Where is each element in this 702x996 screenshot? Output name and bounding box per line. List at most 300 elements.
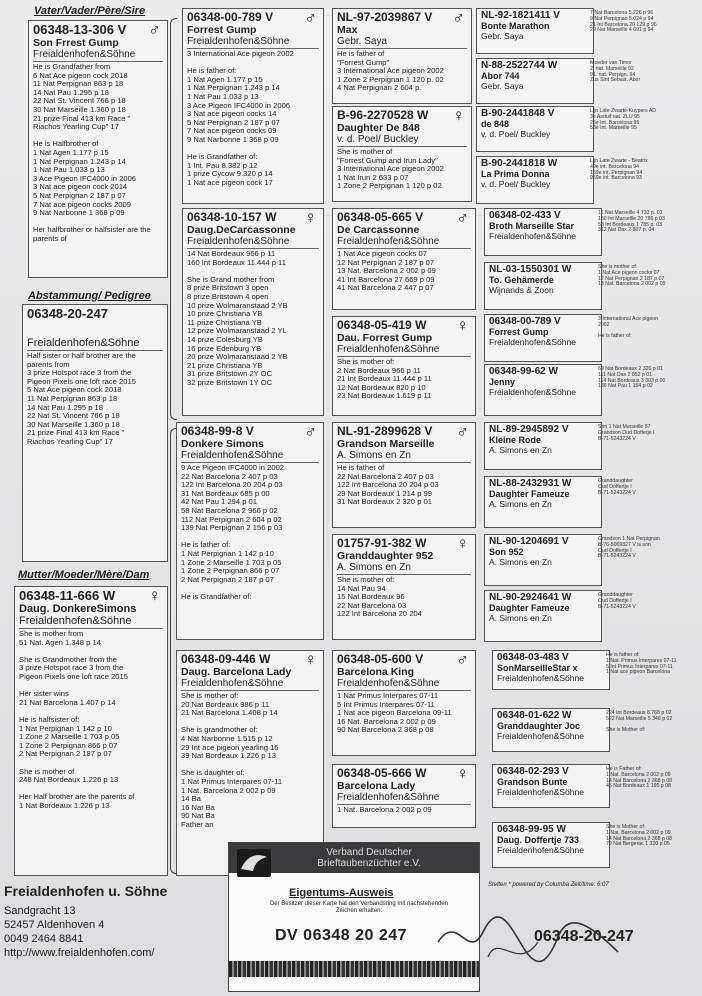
ancestor-box <box>176 422 324 640</box>
owner-name: Freialdenhofen&Söhne <box>497 845 584 855</box>
text-line: parents of <box>33 234 67 243</box>
spacer <box>27 321 163 337</box>
box-head <box>333 9 471 49</box>
text-line: 139 Nat Perpignan 2 156 p 03 <box>181 524 283 533</box>
signature-image <box>428 902 628 982</box>
text-line: He is halfsister of: <box>19 715 80 724</box>
male-icon: ♂ <box>452 8 465 27</box>
text-line: 16 Nat Ba <box>181 803 215 812</box>
text-line: 122 Int Barcelona 20 204 p 03 <box>337 481 439 490</box>
owner-name: Freialdenhofen&Söhne <box>27 337 163 351</box>
box-head <box>333 765 475 805</box>
ring-number: 06348-99-62 W <box>489 366 558 377</box>
text-line: 12 Nat Perpignan 2 187 p 07 <box>337 258 435 267</box>
text-line: She is mother of: <box>598 264 638 270</box>
performance-lines <box>333 49 471 94</box>
text-line: 112 Nat Perpignan 2 604 p 02 <box>181 515 282 524</box>
text-line: 122 Int Barcelona 20 204 <box>337 610 422 619</box>
text-line: 11 Nat Perpignan 863 p 18 <box>33 80 124 89</box>
ancestor-box <box>484 590 602 642</box>
ancestor-box <box>492 650 610 690</box>
male-icon: ♂ <box>456 422 469 441</box>
text-line <box>19 759 163 768</box>
text-line: She is mother of: <box>181 692 239 700</box>
side-notes <box>590 159 648 182</box>
text-line: 2 Nat Bordeaux 966 p 11 <box>337 366 421 375</box>
text-line: 5 Int Primus Interpares 07-11 <box>337 700 435 709</box>
text-line: 21 prize Final 413 km Race " <box>33 114 131 123</box>
performance-lines <box>333 463 475 508</box>
text-line: Grandson 1 Nat Perpignan <box>598 536 660 542</box>
text-line: 1 Nat Primus Interpares 07-11 <box>181 777 283 786</box>
text-line: 5 Nat Perpignan 2 187 p 07 <box>187 118 280 127</box>
pigeon-name: de 848 <box>481 119 510 129</box>
breeder-website[interactable]: http://www.freialdenhofen.com/ <box>4 947 155 959</box>
owner-name: Gebr. Saya <box>481 81 524 91</box>
text-line: Moeder van Timor <box>590 60 632 66</box>
text-line <box>19 647 163 656</box>
male-icon: ♂ <box>456 650 469 669</box>
pigeon-name: Barcelona King <box>337 666 415 678</box>
text-line: 150 Int Marseille 20 786 p 03 <box>598 215 665 222</box>
pigeon-name: Forrest Gump <box>187 24 257 36</box>
ancestor-box <box>332 650 476 756</box>
card-ring-number: DV 06348 20 247 <box>275 927 408 944</box>
performance-lines <box>333 805 475 816</box>
box-head <box>333 535 475 575</box>
sire-box <box>28 20 168 278</box>
text-line: Lijn Late Zwarte - Beatrix <box>590 158 648 164</box>
text-line: 114 Nat Bordeaux 3 303 p 00 <box>598 377 666 384</box>
box-head <box>477 59 593 92</box>
text-line: 11 Nat Marseille 4 733 p. 03 <box>598 210 663 216</box>
owner-name: Freialdenhofen&Söhne <box>337 678 471 691</box>
text-line: 3 Ace Pigeon IFC4000 in 2006 <box>187 101 291 110</box>
ancestor-box <box>492 708 610 752</box>
owner-name: Wijnands & Zoon <box>489 285 554 295</box>
pigeon-name: De Carcassonne <box>337 224 420 236</box>
owner-name: Freialdenhofen&Söhne <box>181 678 319 691</box>
text-line: 1 Nat ace pigeon cock 17 <box>187 178 273 187</box>
ancestor-box <box>476 106 594 152</box>
text-line: Granddaughter <box>598 478 633 484</box>
female-icon: ♀ <box>456 764 469 783</box>
text-line: "Forrest Gump" <box>337 58 390 67</box>
text-line: 22 Nat St. Vincent 766 p 18 <box>27 412 120 421</box>
text-line: 10 prize Christiana YB <box>187 310 263 319</box>
box-head <box>333 107 471 147</box>
text-line: 8 prize Britstown 4 open <box>187 292 269 301</box>
text-line <box>19 785 163 794</box>
text-line: 9 Ace Pigeon IFC4000 in 2002 <box>181 464 285 472</box>
side-notes <box>598 211 665 234</box>
text-line: 40e int. Barcelona 94 <box>590 163 640 170</box>
text-line: He is father of <box>337 50 385 58</box>
text-line: 2 Nat Perpignan 2 187 p 07 <box>19 750 112 759</box>
ancestor-box <box>492 764 610 808</box>
text-line: 1 Nat Ace pigeon cocks 07 <box>337 250 427 258</box>
female-icon: ♀ <box>148 586 161 605</box>
ancestor-box <box>484 534 602 586</box>
box-head <box>177 423 323 463</box>
ring-number: NL-97-2039867 V <box>337 10 433 24</box>
text-line: 31 prize Britstown 2Y OC <box>187 370 273 379</box>
sire-title <box>34 5 145 17</box>
text-line: 12 prize Wolmaranstaad 2 YL <box>187 327 287 336</box>
ancestor-box <box>182 208 324 416</box>
box-head <box>183 209 323 249</box>
owner-name: Freialdenhofen&Söhne <box>187 236 319 249</box>
ancestor-box <box>484 262 602 310</box>
text-line: 3 International Ace pigeon 2002 <box>337 165 444 174</box>
pigeon-logo-icon <box>237 849 271 877</box>
box-head <box>493 765 609 798</box>
pigeon-name: Son 952 <box>489 547 524 557</box>
ring-number: 06348-09-446 W <box>181 652 271 666</box>
ring-number: B-90-2441818 W <box>481 158 558 169</box>
sire-title-text: Vater/Vader/Père/Sire <box>34 5 146 17</box>
text-line: 1 Nat. Primus Interpares 07-11 <box>606 657 677 664</box>
text-line: She is mother of <box>19 767 75 776</box>
text-line: Pigeon Pixels one loft race 2015 <box>27 377 136 386</box>
side-notes <box>606 711 672 734</box>
pigeon-name: Donkere Simons <box>181 438 264 450</box>
ring-number: N-88-2522744 W <box>481 60 558 71</box>
text-line: 7 Nat Barcelona 5.226 p 96 <box>590 10 654 16</box>
text-line: He is Grandfather from <box>33 63 111 71</box>
owner-name: Freialdenhofen&Söhne <box>187 36 319 49</box>
text-line: 1 Zone 2 Perpignan 866 p 07 <box>181 567 280 576</box>
text-line: 159e int. Perpignan 94 <box>590 169 643 176</box>
ring-number: 06348-10-157 W <box>187 210 277 224</box>
ancestor-box <box>332 208 476 310</box>
text-line: Riachos Yearling Cup" 17 <box>27 437 113 446</box>
ancestor-box <box>332 764 476 828</box>
text-line <box>181 533 319 542</box>
box-head <box>493 651 609 684</box>
text-line: 90 Nat Ba <box>181 812 215 821</box>
text-line: 1 Zone 2 Marseille 1 703 p 05 <box>19 733 120 742</box>
ring-number: 01757-91-382 W <box>337 536 427 550</box>
owner-name: v. d. Poel/ Buckley <box>481 129 551 139</box>
text-line: He is father of: <box>606 652 640 658</box>
text-line: 21 Nat Barcelona 1.408 p 14 <box>181 709 278 718</box>
ring-number: 06348-02-433 V <box>489 210 561 221</box>
owner-name: A. Simons en Zn <box>489 613 552 623</box>
owner-name: Gebr. Saya <box>337 36 467 49</box>
ring-number: NL-88-2432931 W <box>489 478 572 489</box>
ancestor-box <box>484 422 602 470</box>
pigeon-name: Max <box>337 24 358 36</box>
male-icon: ♂ <box>304 422 317 441</box>
female-icon: ♀ <box>452 106 465 125</box>
text-line: 30 Nat Marseille 1.360 p 18 <box>27 420 120 429</box>
owner-name: Freialdenhofen&Söhne <box>497 731 584 741</box>
text-line: Oud Doffertje I <box>598 597 632 604</box>
text-line: 90 Nat Barcelona 2 368 p 08 <box>337 726 434 735</box>
text-line: 20 prize Wolmaranstaad 2 YB <box>187 353 288 362</box>
performance-lines <box>177 463 323 603</box>
text-line: 79 Nat Bergerac 1 320 p 05 <box>606 841 670 848</box>
print-info: Stelten * powered by Columba Zeit/time: 6:07 <box>488 882 609 888</box>
side-notes <box>598 265 666 288</box>
text-line: Her Half brother are the parents of <box>19 793 135 802</box>
pigeon-name: La Prima Donna <box>481 169 550 179</box>
owner-name: Freialdenhofen&Söhne <box>489 387 576 397</box>
ring-number: NL-92-1821411 V <box>481 10 560 21</box>
handwritten-ring-number: 06348-20-247 <box>534 928 634 945</box>
text-line: 29 Nat Bordeaux 1 214 p 99 <box>337 489 432 498</box>
box-head <box>333 317 475 357</box>
text-line: 122 Int Barcelona 20 204 p 03 <box>181 481 283 490</box>
performance-lines <box>333 691 475 736</box>
breeder-phone: 0049 2464 8841 <box>4 933 84 945</box>
ring-number: 06348-99-8 V <box>181 424 254 438</box>
text-line: 22 Nat St. Vincent 766 p 18 <box>33 97 126 106</box>
text-line: Son 1 Nat Marseille 87 <box>598 424 651 430</box>
text-line: 160 Int Bordeaux 11.444 p 11 <box>187 258 286 267</box>
text-line <box>187 145 319 154</box>
text-line: 53e Int. Marseille 95 <box>590 125 637 132</box>
performance-lines <box>177 691 323 831</box>
box-head <box>485 209 601 242</box>
text-line: 39 Nat Bordeaux 1.226 p 13 <box>181 752 276 761</box>
box-head <box>485 315 601 348</box>
pigeon-name: Barcelona Lady <box>337 780 416 792</box>
pigeon-name: Grandson Bunte <box>497 777 568 787</box>
ring-number: 06348-00-789 V <box>489 316 561 327</box>
side-notes <box>598 479 636 496</box>
text-line: 32 prize Britstown 1Y OC <box>187 378 273 387</box>
text-line: 13 Nat. Barcelona 2 002 p 09 <box>337 267 436 276</box>
text-line: 14 Ba <box>181 795 201 804</box>
text-line: B-71-5243224 V <box>598 553 636 560</box>
text-line: 53 Int Bordeaux 1 785 p. 03 <box>598 221 663 228</box>
text-line: 1 Nat ace pigeon Barcelona <box>606 669 671 676</box>
text-line <box>187 267 319 276</box>
text-line: 1 Nat Ace pigeon cocks 07 <box>598 269 660 276</box>
owner-name: Freialdenhofen&Söhne <box>19 615 163 629</box>
side-notes <box>598 537 660 560</box>
card-title: Eigentums-Ausweis <box>289 887 394 899</box>
owner-name: A. Simons en Zn <box>489 445 552 455</box>
box-head <box>485 423 601 456</box>
text-line: 22 Nat Barcelona 2 407 p 03 <box>337 472 434 481</box>
breeder-address <box>4 884 167 960</box>
pigeon-name: Kleine Rode <box>489 435 542 445</box>
female-icon: ♀ <box>456 316 469 335</box>
owner-name: Freialdenhofen&Söhne <box>337 344 471 357</box>
text-line: 14 Nat Pau 1.295 p 18 <box>33 88 109 97</box>
text-line: 20 Nat Bordeaux 986 p 11 <box>181 700 270 709</box>
ring-number: 06348-20-247 <box>27 306 108 321</box>
side-notes <box>590 11 657 34</box>
ring-number: NL-90-2924641 W <box>489 592 572 603</box>
text-line: 9 Nat Perpignan 5.024 p 94 <box>590 15 654 22</box>
dam-title-text: Mutter/Moeder/Mère/Dam <box>18 569 150 581</box>
text-line: 1 prize Cycow 9.320 p 14 <box>187 170 273 179</box>
text-line: He is Grandfather of: <box>181 592 252 601</box>
ancestor-box <box>484 364 602 416</box>
text-line: 23 Nat Bordeaux 1.619 p 11 <box>337 392 432 401</box>
text-line: 9 Nat Narbonne 1 368 p 09 <box>33 209 125 218</box>
text-line: 29 Int ace pigeon yearling 16 <box>181 743 279 752</box>
breeder-city: 52457 Aldenhoven 4 <box>4 919 105 931</box>
text-line: 1 Nat Perpignan 1.243 p 14 <box>187 84 280 93</box>
card-organization: Verband Deutscher Brieftaubenzüchter e.V. <box>317 847 421 869</box>
ancestor-box <box>332 422 476 528</box>
ring-number: 06348-02-293 V <box>497 766 569 777</box>
text-line: 1 Nat Perpignan 1.243 p 14 <box>33 157 126 166</box>
pigeon-name: Dau. Forrest Gump <box>337 332 433 344</box>
performance-lines <box>29 62 167 244</box>
text-line: She is mother of: <box>337 576 395 584</box>
ring-number: B-96-2270528 W <box>337 108 429 122</box>
text-line: 1 Nat Pau 1.033 p 13 <box>187 92 259 101</box>
text-line: 5 Nat Ace pigeon cock 2018 <box>27 386 122 395</box>
text-line: She is mother of: <box>337 358 395 366</box>
ancestor-box <box>476 156 594 204</box>
pigeon-name: Daug.DeCarcassonne <box>187 224 296 236</box>
dam-title <box>18 569 149 581</box>
box-head <box>183 9 323 49</box>
text-line: 1 Nat Bordeaux 1.226 p 13 <box>19 801 110 810</box>
text-line: 224 Int Bordeaux 8.768 p 02 <box>606 710 672 716</box>
text-line: She is grandmother of: <box>181 726 258 735</box>
text-line: 21 Nat Barcelona 1.407 p 14 <box>19 698 116 707</box>
box-head <box>477 107 593 140</box>
side-notes <box>606 767 672 790</box>
ancestor-box <box>476 8 594 54</box>
text-line: She is Grand mother from <box>187 275 275 284</box>
text-line: Riachos Yearling Cup" 17 <box>33 123 119 132</box>
text-line: 31 Nat Bordeaux 685 p 00 <box>181 489 270 498</box>
ancestor-box <box>332 106 472 202</box>
text-line: 31 Nat Bordeaux 2 320 p 01 <box>337 498 432 507</box>
owner-name: Gebr. Saya <box>481 31 524 41</box>
text-line: She is Grandmother from the <box>19 655 117 664</box>
text-line: Oud Doffertje I <box>598 547 632 554</box>
text-line: 3 prize Hotspot race 3 from the <box>27 369 132 378</box>
text-line: 14 Nat Barcelona 2 368 p 08 <box>606 777 673 784</box>
male-icon: ♂ <box>304 8 317 27</box>
text-line: 1 Nat. Barcelona 2 002 p 09 <box>337 806 432 814</box>
owner-name: Freialdenhofen&Söhne <box>181 450 319 463</box>
side-notes <box>590 109 656 132</box>
side-notes <box>606 653 677 676</box>
text-line: Father an <box>181 820 214 829</box>
text-line: 91. nat. Perpign. 94 <box>590 71 636 78</box>
text-line: 1 Nat. Barcelona 2 002 p 09 <box>181 786 276 795</box>
text-line: 51 Nat. Agen 1.348 p 14 <box>19 638 101 647</box>
owner-name: Freialdenhofen&Söhne <box>489 337 576 347</box>
text-line: 1 Nat Agen 1.177 p 15 <box>33 148 109 157</box>
text-line: 1 Nat Perpignan 1 142 p 10 <box>181 549 274 558</box>
text-line: 21 Int Bordeaux 11.444 p 11 <box>337 375 432 384</box>
text-line: 3 prize Hotspot race 3 from the <box>19 664 124 673</box>
text-line: 58 Nat Barcelona 2 966 p 02 <box>181 506 278 515</box>
text-line: 11 Nat Perpignan 863 p 18 <box>27 394 118 403</box>
text-line: She is Mother of: <box>606 824 646 830</box>
text-line: He is father of: <box>181 541 231 550</box>
box-head <box>485 477 601 510</box>
text-line: 5 Nat Perpignan 2 187 p 07 <box>33 191 126 200</box>
text-line: 1 Nat Irun 2 633 p 07 <box>337 173 409 182</box>
text-line: He is Grandfather of: <box>187 153 258 162</box>
text-line: Her sister wins <box>19 690 69 699</box>
text-line: She is Mother of: <box>606 727 646 734</box>
text-line: 14 prize Colesburg YB <box>187 335 263 344</box>
text-line: 11 prize Christiana YB <box>187 318 262 327</box>
pigeon-name: Granddaughter 952 <box>337 550 434 562</box>
ring-number: 06348-05-600 V <box>337 652 424 666</box>
performance-lines <box>15 629 167 811</box>
owner-name: Freialdenhofen&Söhne <box>337 792 471 805</box>
text-line: 2. nat. Marseille 92 <box>590 65 634 72</box>
dam-box <box>14 586 168 876</box>
pigeon-name: Jenny <box>489 377 516 387</box>
text-line: B-71-5243224 V <box>598 603 636 610</box>
text-line: 1 Zone 2 Perpignan 1 120 p. 02 <box>337 75 444 84</box>
pigeon-name: Daug. Doffertje 733 <box>497 835 580 845</box>
subject-box <box>22 304 168 562</box>
text-line: 10 prize Wolmaranstaad 2 YB <box>187 301 288 310</box>
text-line: 45 Nat Bordeaux 1 195 p 08 <box>606 783 671 790</box>
ring-number: 06348-05-666 W <box>337 766 427 780</box>
text-line: 7 Nat ace pigeon cocks 2009 <box>33 200 131 209</box>
sire-head <box>29 21 167 62</box>
text-line: 21 prize Final 413 km Race " <box>27 429 125 438</box>
text-line: 21 Int Barcelona 20 129 p 96 <box>590 21 657 28</box>
text-line: 959e int. Barcelona 93 <box>590 175 642 182</box>
box-head <box>493 823 609 856</box>
ring-number: 06348-01-622 W <box>497 710 572 721</box>
ring-number: 06348-05-419 W <box>337 318 427 332</box>
text-line: "Forrest Gump and Irun Lady" <box>337 156 438 165</box>
text-line: 21 prize Christiana YB <box>187 361 263 370</box>
text-line: 1 Nat Agen 1.177 p 15 <box>187 75 263 84</box>
text-line: 16 prize Edenburg YB <box>187 344 262 353</box>
text-line: He is father of: <box>598 333 632 340</box>
text-line: Grandson Oud Dofferje I <box>598 429 655 436</box>
ring-number: 06348-99-95 W <box>497 824 566 835</box>
text-line: 111 Nat Dax 2 852 p 01 <box>598 371 653 378</box>
side-notes <box>606 825 672 848</box>
text-line: 7 Nat ace pigeon cocks 09 <box>187 127 277 136</box>
side-notes <box>598 425 654 442</box>
text-line: Half sister or half brother are the <box>27 352 136 360</box>
text-line: 30 Nat Marseille 1.360 p 18 <box>33 105 126 114</box>
ring-number: NL-90-1204691 V <box>489 536 569 547</box>
text-line: B-71-5243224 V <box>598 489 636 496</box>
text-line: 14 Nat Bordeaux 966 p 11 <box>187 250 276 258</box>
ancestor-box <box>332 8 472 104</box>
text-line: 6 Nat Ace pigeon cock 2018 <box>33 71 128 80</box>
male-icon: ♂ <box>456 208 469 227</box>
subject-head <box>23 305 167 351</box>
side-notes <box>598 317 658 340</box>
text-line: B-71-5243224 V <box>598 435 636 442</box>
pigeon-name: Grandson Marseille <box>337 438 435 450</box>
pigeon-name: Daug. DonkereSimons <box>19 603 137 615</box>
owner-name: A. Simons en Zn <box>489 557 552 567</box>
performance-lines <box>333 249 475 294</box>
female-icon: ♀ <box>304 650 317 669</box>
text-line: 14 Nat Pau 94 <box>337 584 386 593</box>
text-line: 42 Nat Pau 1 294 p 01 <box>181 498 257 507</box>
pigeon-name: Daughter Fameuze <box>489 489 570 499</box>
owner-name: A. Simons en Zn <box>337 562 471 575</box>
